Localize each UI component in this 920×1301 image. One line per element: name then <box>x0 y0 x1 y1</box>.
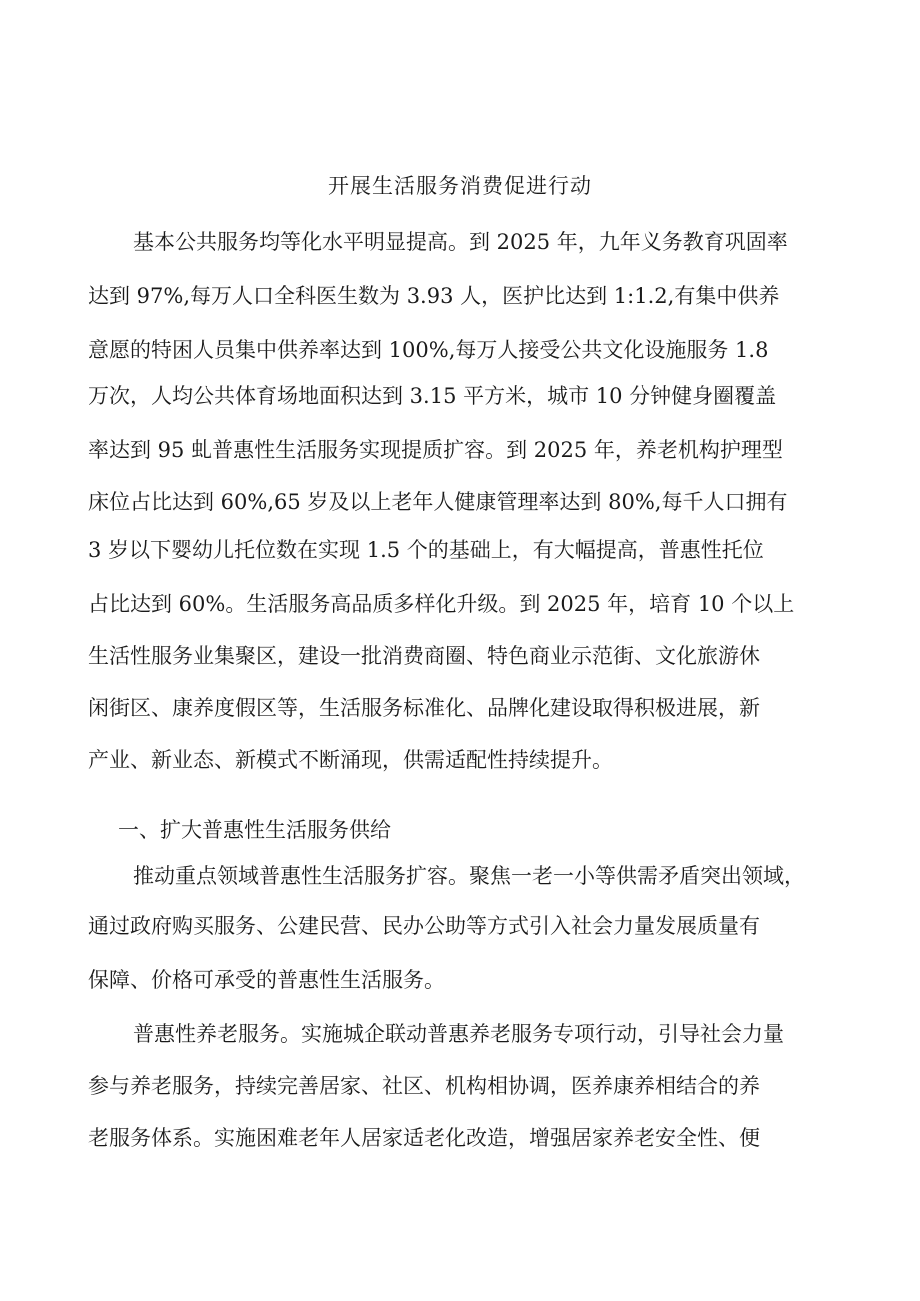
paragraph-line: 率达到 95 虬普惠性生活服务实现提质扩容。到 2025 年，养老机构护理型 <box>88 438 783 462</box>
paragraph-line: 生活性服务业集聚区，建设一批消费商圈、特色商业示范街、文化旅游休 <box>88 644 760 668</box>
paragraph-line: 老服务体系。实施困难老年人居家适老化改造，增强居家养老安全性、便 <box>88 1126 760 1150</box>
paragraph-line: 床位占比达到 60%,65 岁及以上老年人健康管理率达到 80%,每千人口拥有 <box>88 490 788 514</box>
paragraph-line: 普惠性养老服务。实施城企联动普惠养老服务专项行动，引导社会力量 <box>133 1022 784 1046</box>
document-title: 开展生活服务消费促进行动 <box>328 174 592 198</box>
paragraph-line: 万次，人均公共体育场地面积达到 3.15 平方米，城市 10 分钟健身圈覆盖 <box>88 384 777 408</box>
paragraph-line: 达到 97%,每万人口全科医生数为 3.93 人，医护比达到 1:1.2,有集中供养 <box>88 284 780 308</box>
paragraph-line: 推动重点领域普惠性生活服务扩容。聚焦一老一小等供需矛盾突出领域， <box>133 864 805 888</box>
paragraph-line: 基本公共服务均等化水平明显提高。到 2025 年，九年义务教育巩固率 <box>133 230 788 254</box>
paragraph-line: 3 岁以下婴幼儿托位数在实现 1.5 个的基础上，有大幅提高，普惠性托位 <box>88 538 764 562</box>
paragraph-line: 占比达到 60%。生活服务高品质多样化升级。到 2025 年，培育 10 个以上 <box>88 592 795 616</box>
paragraph-line: 通过政府购买服务、公建民营、民办公助等方式引入社会力量发展质量有 <box>88 914 760 938</box>
paragraph-line: 参与养老服务，持续完善居家、社区、机构相协调，医养康养相结合的养 <box>88 1074 760 1098</box>
paragraph-line: 保障、价格可承受的普惠性生活服务。 <box>88 968 445 992</box>
paragraph-line: 产业、新业态、新模式不断涌现，供需适配性持续提升。 <box>88 748 613 772</box>
section-heading: 一、扩大普惠性生活服务供给 <box>118 818 391 842</box>
paragraph-line: 闲街区、康养度假区等，生活服务标准化、品牌化建设取得积极进展，新 <box>88 696 760 720</box>
paragraph-line: 意愿的特困人员集中供养率达到 100%,每万人接受公共文化设施服务 1.8 <box>88 338 769 362</box>
